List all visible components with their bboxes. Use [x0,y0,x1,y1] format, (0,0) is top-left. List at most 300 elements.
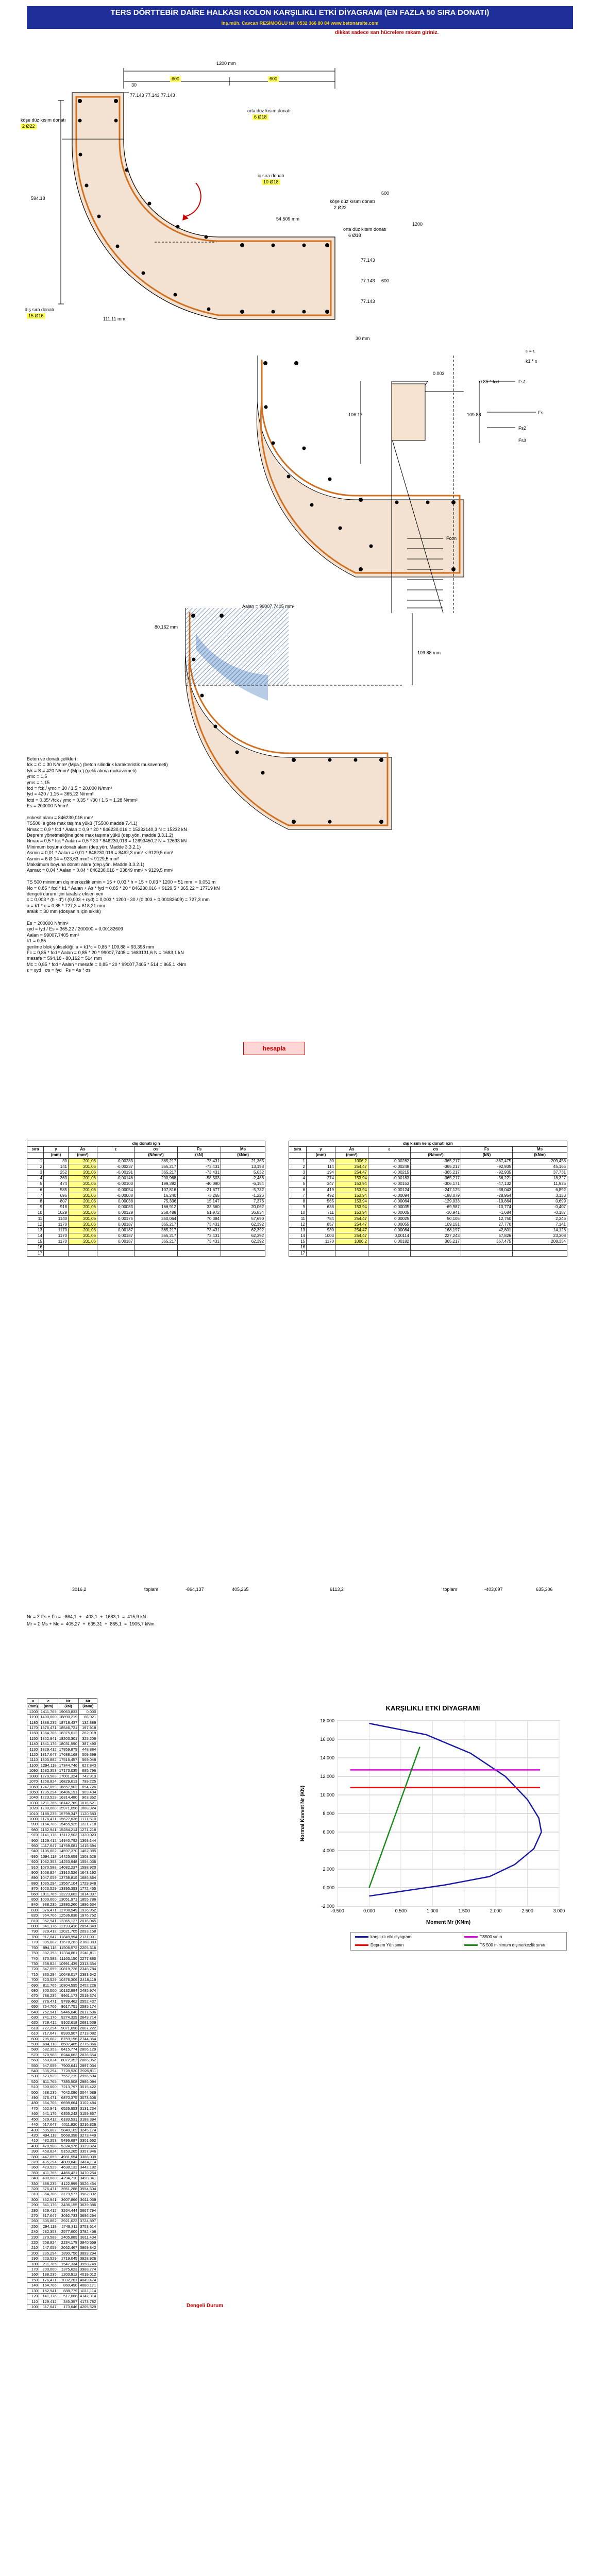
table-cell: -365,217 [411,1176,461,1181]
table-cell: 129,412 [39,2299,58,2304]
table-cell: 847,059 [39,1967,58,1972]
table-cell: 1000,000 [39,1897,58,1902]
table-cell[interactable]: 201,06 [69,1227,97,1233]
table-cell: -3,265 [178,1193,221,1198]
table-cell: 9102,618 [58,2020,78,2025]
table-cell: 580 [27,2047,39,2052]
table-cell: 729,412 [39,2020,58,2025]
table-cell[interactable]: 638 [307,1205,335,1210]
chart-legend [350,1932,567,1951]
table-cell [368,1245,411,1250]
table-cell [97,1245,134,1250]
table-cell[interactable]: 1170 [307,1239,335,1245]
table-cell: -0,00124 [368,1187,411,1193]
table-cell[interactable]: 784 [307,1216,335,1222]
table-cell: 440 [27,2122,39,2127]
table-cell: 660 [27,1998,39,2004]
table-row [27,2176,97,2181]
table-row [27,1731,97,1736]
table-cell[interactable]: 254,47 [335,1170,368,1175]
table-cell[interactable]: 153,94 [335,1198,368,1204]
table-row [27,1977,97,1982]
legend-item-4: TS 500 minimum dışmerkezlik sınırı [464,1943,545,1947]
table-cell: 2234,178 [58,2240,78,2245]
table-cell: 211,765 [39,2261,58,2266]
table-cell[interactable]: 1003 [307,1233,335,1239]
column-unit: (kN) [461,1153,513,1158]
table-cell: 1855,786 [79,1897,97,1902]
table-cell[interactable]: 201,06 [69,1239,97,1245]
table-cell: 3988,774 [79,2267,97,2272]
y-tick-label: 10.000 [320,1792,334,1798]
table-cell: 280 [27,2208,39,2213]
table-cell: 9 [27,1205,44,1210]
table-cell[interactable]: 153,94 [335,1181,368,1187]
table-row [289,1205,567,1210]
table-cell: 0,00038 [97,1198,134,1204]
table-row [27,1993,97,1998]
table-cell[interactable]: 201,06 [69,1233,97,1239]
table-cell: 980 [27,1827,39,1832]
table-cell: 820 [27,1913,39,1918]
table-cell: 365,217 [134,1170,178,1175]
table-cell[interactable]: 201,06 [69,1222,97,1227]
table-cell[interactable]: 141 [44,1164,69,1170]
table-cell: 494,118 [39,2132,58,2138]
table-cell: 940 [27,1849,39,1854]
table-cell: 9071,698 [58,2025,78,2030]
table-cell: 400 [27,2143,39,2148]
table-cell[interactable]: 585 [44,1187,69,1193]
table-row [27,1880,97,1886]
table-cell[interactable]: 194 [307,1170,335,1175]
table-cell[interactable]: 201,06 [69,1198,97,1204]
outer-total-ms: 405,265 [232,1587,249,1592]
table-cell[interactable]: 201,06 [69,1216,97,1222]
column-unit: (kNm) [79,1704,97,1709]
table-cell: 13223,682 [58,1891,78,1896]
table-row [27,1806,97,1811]
table-cell: 3015,422 [79,2084,97,2090]
column-header: σs [134,1147,178,1153]
table-cell: 710 [27,1972,39,1977]
table-cell: 1211,765 [39,1800,58,1805]
calc-line [27,915,315,921]
table-cell: 11849,994 [58,1934,78,1939]
x-axis-label: Moment Mr (KNm) [426,1920,471,1925]
table-cell: -21,677 [178,1187,221,1193]
table-cell: 670 [27,1993,39,1998]
table-cell: 2744,354 [79,2036,97,2041]
table-cell[interactable]: 807 [44,1198,69,1204]
table-row [27,1833,97,1838]
table-cell: 423,529 [39,2165,58,2170]
table-cell: 164,706 [39,2283,58,2288]
table-cell[interactable]: 30 [44,1158,69,1164]
table-cell: 235,294 [39,2250,58,2256]
table-cell: 7,376 [221,1198,265,1204]
table-cell: 340 [27,2176,39,2181]
label-corner-bar: köşe düz kısım donatı [21,117,66,123]
table-cell: 45,165 [513,1164,567,1170]
table-row [27,1779,97,1784]
table-cell: 1011,765 [39,1891,58,1896]
table-cell: 882,353 [39,1951,58,1956]
table-row [27,1709,97,1714]
table-cell: 3554,604 [79,2186,97,2191]
column-unit: (kN) [178,1153,221,1158]
table-cell[interactable]: 711 [307,1210,335,1216]
table-row [27,1198,265,1204]
table-cell: 760 [27,1945,39,1950]
table-cell: 1030 [27,1800,39,1805]
calc-line: c = 0,003 * (h - d') / (0,003 + εyd) = 0,003 * 1200 - 30 / (0,003 + 0,00182609) = 727,3 mm [27,897,210,903]
table-cell: 0,00187 [97,1233,134,1239]
table-cell[interactable] [335,1245,368,1250]
table-cell: 2,346 [513,1216,567,1222]
table-cell: 3436,155 [58,2202,78,2208]
table-cell: 21,365 [221,1158,265,1164]
table-cell: 850 [27,1897,39,1902]
table-cell: 51,972 [178,1210,221,1216]
table-cell [513,1245,567,1250]
table-cell: 640 [27,2009,39,2014]
table-row [289,1170,567,1175]
dim-d1: 80.162 mm [155,624,178,630]
label-outer-row: dış sıra donatı [25,307,55,312]
table-cell: 3526,454 [79,2181,97,2186]
table-cell: 380 [27,2154,39,2159]
table-cell: 300 [27,2197,39,2202]
table-cell: 7385,508 [58,2079,78,2084]
table-cell: 3696,294 [79,2213,97,2218]
table-cell: 3264,444 [58,2208,78,2213]
y-tick-label: 12.000 [320,1774,334,1779]
table-cell: 517,068 [58,2294,78,2299]
table-cell[interactable] [307,1245,335,1250]
table-cell[interactable]: 363 [44,1176,69,1181]
table-cell[interactable]: 254,47 [335,1222,368,1227]
table-cell: 367,475 [461,1239,513,1245]
table-cell: 12193,416 [58,1924,78,1929]
table-cell: 12 [27,1222,44,1227]
table-cell[interactable]: 274 [307,1176,335,1181]
table-cell: -0,00094 [368,1193,411,1198]
table-row [27,1757,97,1762]
table-cell: 17001,324 [58,1773,78,1778]
table-cell: 9446,040 [58,2009,78,2014]
table-cell: 588,235 [39,2090,58,2095]
table-cell: 4080,171 [79,2283,97,2288]
table-cell: 5840,109 [58,2127,78,2132]
table-cell: 10991,439 [58,1961,78,1966]
outer-bar-table [27,1141,265,1257]
table-cell[interactable]: 201,06 [69,1181,97,1187]
table-cell: 2956,594 [79,2074,97,2079]
table-row [27,2197,97,2202]
table-cell[interactable]: 419 [307,1187,335,1193]
table-row [27,2063,97,2068]
label-c-depth: 106.17 [348,412,363,417]
table-cell: 3582,802 [79,2192,97,2197]
table-cell: 11 [289,1216,307,1222]
table-cell[interactable]: 153,94 [335,1205,368,1210]
table-cell[interactable]: 696 [44,1193,69,1198]
table-cell: 1235,294 [39,1789,58,1794]
column-unit: (mm) [27,1704,39,1709]
table-row [27,1967,97,1972]
table-cell: 16657,902 [58,1784,78,1789]
column-header: ε [368,1147,411,1153]
calc-line: fcd = fck / γmc = 30 / 1,5 = 20,000 N/mm² [27,785,112,791]
table-cell[interactable]: 201,06 [69,1158,97,1164]
calc-line: enkesit alanı = 846230,016 mm² [27,815,93,820]
table-cell[interactable]: 347 [307,1181,335,1187]
table-cell[interactable] [69,1250,97,1256]
calc-line: k1 = 0,85 [27,938,46,944]
column-unit: (mm) [307,1153,335,1158]
table-cell: 8930,907 [58,2031,78,2036]
table-cell: -129,033 [411,1198,461,1204]
table-cell: 57,826 [461,1233,513,1239]
table-cell: 811,765 [39,1982,58,1988]
table-cell: 5 [289,1181,307,1187]
column-unit [289,1153,307,1158]
table-cell: 1176,471 [39,1816,58,1821]
table-cell: 6011,820 [58,2122,78,2127]
calculate-button[interactable]: hesapla [243,1042,305,1055]
calc-line: No = 0,85 * fcd * k1 * Aalan + As * fyd = 0,85 * 20 * 846230,016 + 9129,5 * 365,22 = 17719 kN [27,885,220,891]
table-cell: 66,921 [79,1715,97,1720]
table-cell[interactable] [69,1245,97,1250]
x-tick-label: 3.000 [553,1908,565,1913]
table-cell: 5 [27,1181,44,1187]
table-cell[interactable]: 254,47 [335,1233,368,1239]
table-cell [221,1245,265,1250]
table-cell[interactable] [44,1250,69,1256]
table-cell: 18,327 [513,1176,567,1181]
table-row [27,2202,97,2208]
table-cell: 62,392 [221,1239,265,1245]
table-cell: 1508,528 [79,1854,97,1859]
y-tick-label: 4.000 [323,1848,334,1853]
table-cell: 387,490 [79,1741,97,1747]
dim-side-2: 1200 [412,222,423,227]
y-tick-label: 14.000 [320,1755,334,1760]
table-cell: 3782,456 [79,2229,97,2234]
table-row [27,2240,97,2245]
table-cell: 941,176 [39,1924,58,1929]
table-cell[interactable]: 201,06 [69,1187,97,1193]
column-unit: (mm) [44,1153,69,1158]
table-cell: -2,486 [221,1176,265,1181]
table-row [27,2058,97,2063]
table-cell: 0,00084 [368,1227,411,1233]
table-cell[interactable]: 1170 [44,1239,69,1245]
table-cell: 2986,094 [79,2079,97,2084]
table-cell: 14597,370 [58,1849,78,1854]
table-cell: -73,431 [178,1164,221,1170]
table-cell: 1554,036 [79,1859,97,1865]
table-row [27,1795,97,1800]
table-row [289,1245,567,1250]
legend-item-3: Deprem Yön.sınırı [355,1943,404,1947]
label-fc: Fs [538,410,543,415]
table-cell: 1247,059 [39,1784,58,1789]
table-cell: -1,684 [461,1210,513,1216]
table-row [27,2294,97,2299]
table-cell[interactable]: 153,94 [335,1176,368,1181]
summary-nr: Nr = Σ Fs + Fc = -864,1 + -403,1 + 1683,1 = 415,9 kN [27,1614,146,1619]
table-cell[interactable]: 474 [44,1181,69,1187]
table-cell: 740 [27,1956,39,1961]
table-cell[interactable]: 918 [44,1205,69,1210]
table-cell[interactable]: 1140 [44,1216,69,1222]
table-row [27,1924,97,1929]
table-cell[interactable]: 153,94 [335,1210,368,1216]
table-cell: 1200,000 [39,1806,58,1811]
table-cell[interactable] [335,1250,368,1256]
table-cell[interactable]: 1170 [44,1222,69,1227]
table-cell[interactable] [44,1245,69,1250]
table-cell[interactable]: 201,06 [69,1193,97,1198]
table-cell: -73,431 [178,1170,221,1175]
table-cell: 430 [27,2127,39,2132]
dim-vert-5: 77.143 [145,93,160,98]
table-cell: 17859,879 [58,1747,78,1752]
table-cell: 2452,226 [79,1982,97,1988]
dim-bottom-cover: 30 mm [356,336,370,341]
table-cell[interactable]: 201,06 [69,1164,97,1170]
table-cell: 365,217 [134,1222,178,1227]
table-row [27,2218,97,2224]
table-cell[interactable]: 565 [307,1198,335,1204]
table-cell: 10132,884 [58,1988,78,1993]
table-cell: 835,294 [39,1972,58,1977]
table-cell[interactable]: 857 [307,1222,335,1227]
table-cell: 270,588 [39,2234,58,2240]
table-cell: -247,125 [411,1187,461,1193]
table-cell: 680 [27,1988,39,1993]
table-cell[interactable]: 1170 [44,1227,69,1233]
table-cell: 209,456 [513,1158,567,1164]
table-cell[interactable]: 1170 [44,1233,69,1239]
table-cell[interactable]: 252 [44,1170,69,1175]
table-cell[interactable]: 1006,2 [335,1158,368,1164]
table-row [27,1913,97,1918]
table-row [27,2304,97,2309]
table-cell: 2806,129 [79,2047,97,2052]
table-cell: 42,801 [461,1227,513,1233]
table-cell[interactable]: 930 [307,1227,335,1233]
table-cell: 14769,081 [58,1843,78,1848]
calc-line: fyk = S = 420 N/mm² (Mpa.) (çelik akma mukavemeti) [27,768,137,773]
table-cell: 8072,352 [58,2058,78,2063]
table-cell: 1032,201 [58,2277,78,2282]
table-cell: 509,399 [79,1752,97,1757]
table-cell: 618 [27,2025,39,2030]
table-cell: 1010 [27,1811,39,1816]
table-cell[interactable]: 254,47 [335,1227,368,1233]
table-row [27,2213,97,2218]
value-corner-bar-2: 2 Ø22 [334,205,347,210]
label-corner-bar-2: köşe düz kısım donatı [330,199,375,204]
table-cell: 1080 [27,1773,39,1778]
table-cell: 10476,306 [58,1977,78,1982]
table-cell: -0,00064 [368,1198,411,1204]
label-inner-row: iç sıra donatı [258,173,284,178]
table-cell: 3159,867 [79,2111,97,2116]
table-cell[interactable]: 114 [307,1164,335,1170]
table-cell[interactable]: 1006,2 [335,1239,368,1245]
table-cell[interactable]: 1029 [44,1210,69,1216]
table-cell[interactable] [307,1250,335,1256]
table-cell[interactable]: 201,06 [69,1205,97,1210]
table-cell: 250 [27,2224,39,2229]
table-cell: 290,968 [134,1176,178,1181]
table-cell: 750 [27,1951,39,1956]
table-row [27,2100,97,2106]
table-cell: 15971,058 [58,1806,78,1811]
table-cell: 350 [27,2170,39,2175]
dim-vert-6: 77.143 [161,93,175,98]
table-cell: -0,00035 [368,1205,411,1210]
table-cell: 2 [289,1164,307,1170]
table-cell: 15627,636 [58,1816,78,1821]
table-cell: 960 [27,1838,39,1843]
x-tick-label: 0.500 [395,1908,407,1913]
table-cell: 1364,706 [39,1731,58,1736]
table-cell[interactable]: 492 [307,1193,335,1198]
table-cell[interactable]: 254,47 [335,1164,368,1170]
y-tick-label: 2.000 [323,1867,334,1872]
table-row [27,1875,97,1880]
table-row [27,2127,97,2132]
dim-overall-width: 1200 mm [216,61,236,66]
table-cell: 365,217 [134,1164,178,1170]
table-cell: 6698,664 [58,2100,78,2106]
table-cell: 14,128 [513,1227,567,1233]
inner-bar-table [289,1141,567,1257]
table-row [289,1210,567,1216]
table-cell: 4019,012 [79,2272,97,2277]
outer-total-as: 3016,2 [72,1587,87,1592]
table-cell: 1329,412 [39,1747,58,1752]
table-cell[interactable]: 201,06 [69,1176,97,1181]
table-cell[interactable]: 254,47 [335,1216,368,1222]
label-fcd: 0.85 * fcd [479,379,499,384]
table-row [27,2267,97,2272]
table-cell: 13738,815 [58,1875,78,1880]
table-cell[interactable]: 153,94 [335,1193,368,1198]
input-outer-row: 15 Ø16 [27,313,45,319]
y-tick-label: 18.000 [320,1718,334,1723]
table-cell: 2577,600 [58,2229,78,2234]
table-row [27,2170,97,2175]
table-cell: 976,471 [39,1907,58,1912]
table-row [27,2079,97,2084]
table-cell: 110 [27,2299,39,2304]
table-cell: 290 [27,2202,39,2208]
table-cell[interactable]: 30 [307,1158,335,1164]
table-cell: 448,884 [79,1747,97,1752]
table-cell[interactable]: 153,94 [335,1187,368,1193]
strain-diagram [257,355,536,613]
table-cell[interactable]: 201,06 [69,1170,97,1175]
table-cell[interactable]: 201,06 [69,1210,97,1216]
table-cell: 310 [27,2192,39,2197]
table-cell: 576,471 [39,2095,58,2100]
